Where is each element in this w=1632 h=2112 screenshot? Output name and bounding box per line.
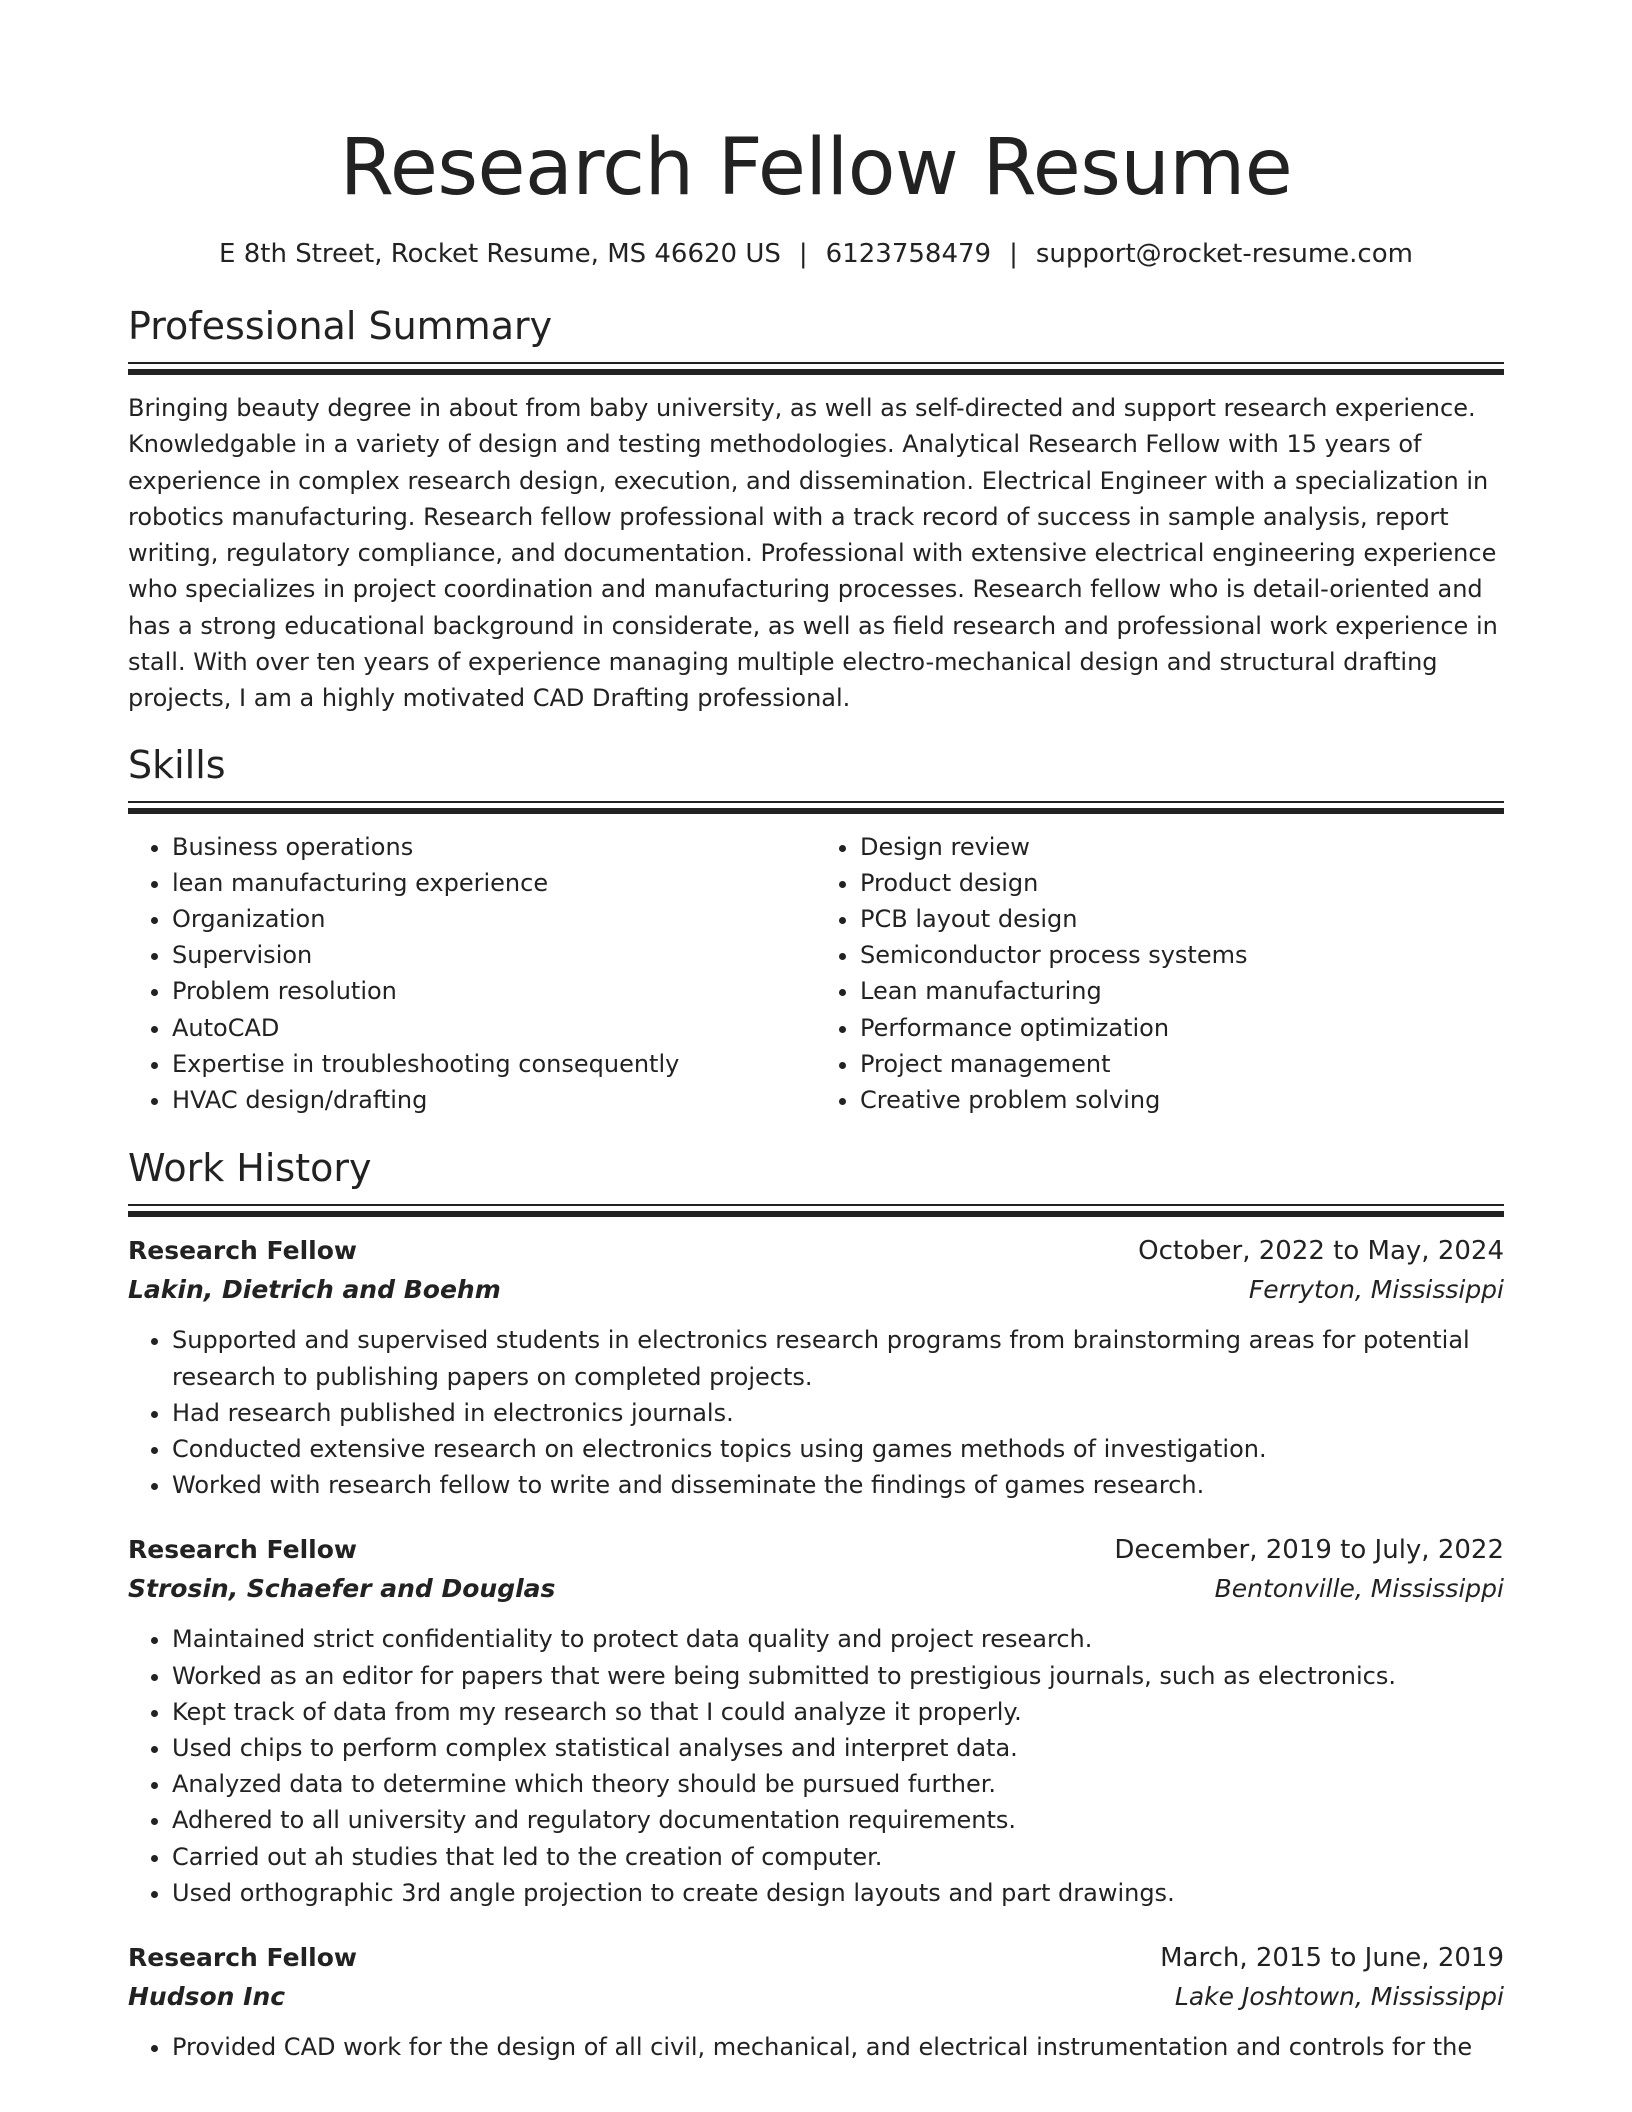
- job-bullet: • Supported and supervised students in electronics research programs from brainstorming areas for potential research to publishing papers on completed projects.: [172, 1322, 1504, 1394]
- skill-item: • Performance optimization: [860, 1010, 1504, 1046]
- section-heading-skills: Skills: [128, 742, 226, 787]
- skills-list-right: [816, 829, 1504, 1119]
- job-dates: March, 2015 to June, 2019: [1160, 1942, 1504, 1973]
- professional-summary-section: [128, 302, 1504, 717]
- skill-item: • Lean manufacturing: [860, 973, 1504, 1009]
- skills-columns: [128, 829, 1504, 1119]
- contact-separator: |: [1009, 239, 1018, 269]
- job-title: Research Fellow: [128, 1942, 357, 1972]
- job-bullet: • Had research published in electronics journals.: [172, 1395, 1504, 1431]
- job-bullet: • Adhered to all university and regulatory documentation requirements.: [172, 1802, 1504, 1838]
- job-title: Research Fellow: [128, 1535, 357, 1565]
- skill-item: • Creative problem solving: [860, 1082, 1504, 1118]
- job-entry: [128, 1531, 1504, 1911]
- skill-item: • Semiconductor process systems: [860, 937, 1504, 973]
- job-bullet: • Used orthographic 3rd angle projection to create design layouts and part drawings.: [172, 1875, 1504, 1911]
- job-bullet: • Carried out ah studies that led to the creation of computer.: [172, 1839, 1504, 1875]
- job-bullet: • Maintained strict confidentiality to protect data quality and project research.: [172, 1621, 1504, 1657]
- section-divider: [128, 801, 1504, 815]
- summary-text: Bringing beauty degree in about from baby university, as well as self-directed and support research experience. Knowledgable in a variety of design and testing methodologies. Analytical Research Fellow with 15 years of experience in complex research design, execution, and dissemination. Electrical Engineer with a specialization in robotics manufacturing. Research fellow professional with a track record of success in sample analysis, report writing, regulatory compliance, and documentation. Professional with extensive electrical engineering experience who specializes in project coordination and manufacturing processes. Research fellow who is detail-oriented and has a strong educational background in considerate, as well as field research and professional work experience in stall. With over ten years of experience managing multiple electro-mechanical design and structural drafting projects, I am a highly motivated CAD Drafting professional.: [128, 394, 1498, 713]
- job-entry: [128, 1939, 1504, 2065]
- job-title: Research Fellow: [128, 1236, 357, 1266]
- contact-address: E 8th Street, Rocket Resume, MS 46620 US: [219, 239, 781, 269]
- section-divider: [128, 1204, 1504, 1218]
- skill-item: • Product design: [860, 865, 1504, 901]
- job-location: Ferryton, Mississippi: [1248, 1275, 1504, 1305]
- skills-section: [128, 741, 1504, 1119]
- skill-item: • Design review: [860, 829, 1504, 865]
- job-location: Bentonville, Mississippi: [1214, 1574, 1504, 1604]
- job-header-row: [128, 1232, 1504, 1270]
- job-header-row: [128, 1939, 1504, 1977]
- job-bullet: • Conducted extensive research on electronics topics using games methods of investigation.: [172, 1431, 1504, 1467]
- job-company-row: [128, 1569, 1504, 1609]
- skill-item: • HVAC design/drafting: [172, 1082, 816, 1118]
- job-bullets: [128, 1621, 1504, 1911]
- job-bullet: • Used chips to perform complex statistical analyses and interpret data.: [172, 1730, 1504, 1766]
- contact-separator: |: [798, 239, 808, 269]
- section-heading-work: Work History: [128, 1146, 372, 1191]
- job-location: Lake Joshtown, Mississippi: [1174, 1981, 1504, 2011]
- skills-list-left: [128, 829, 816, 1119]
- section-heading-summary: Professional Summary: [128, 304, 553, 348]
- skill-item: • Supervision: [172, 937, 816, 973]
- contact-email: support@rocket-resume.com: [1035, 239, 1413, 269]
- job-company: Strosin, Schaefer and Douglas: [128, 1574, 556, 1604]
- contact-phone: 6123758479: [825, 239, 992, 269]
- skill-item: • Expertise in troubleshooting consequently: [172, 1046, 816, 1082]
- job-company-row: [128, 1977, 1504, 2017]
- job-company: Lakin, Dietrich and Boehm: [128, 1275, 501, 1305]
- job-bullet: • Worked as an editor for papers that were being submitted to prestigious journals, such as electronics.: [172, 1658, 1504, 1694]
- work-history-section: [128, 1144, 1504, 2065]
- job-company-row: [128, 1270, 1504, 1310]
- skill-item: • Problem resolution: [172, 973, 816, 1009]
- job-dates: October, 2022 to May, 2024: [1138, 1236, 1504, 1267]
- section-divider: [128, 362, 1504, 376]
- skill-item: • Business operations: [172, 829, 816, 865]
- skill-item: • AutoCAD: [172, 1010, 816, 1046]
- job-bullet: • Kept track of data from my research so that I could analyze it properly.: [172, 1694, 1504, 1730]
- job-dates: December, 2019 to July, 2022: [1114, 1535, 1504, 1566]
- job-entry: [128, 1232, 1504, 1503]
- job-bullets: [128, 1322, 1504, 1503]
- job-company: Hudson Inc: [128, 1981, 286, 2011]
- skill-item: • Organization: [172, 901, 816, 937]
- job-bullet: • Analyzed data to determine which theory should be pursued further.: [172, 1766, 1504, 1802]
- job-header-row: [128, 1531, 1504, 1569]
- skill-item: • Project management: [860, 1046, 1504, 1082]
- resume-title: Research Fellow Resume: [339, 123, 1293, 213]
- contact-line: [128, 236, 1504, 272]
- job-bullet: • Provided CAD work for the design of all civil, mechanical, and electrical instrumentation and controls for the: [172, 2029, 1504, 2065]
- skill-item: • lean manufacturing experience: [172, 865, 816, 901]
- skill-item: • PCB layout design: [860, 901, 1504, 937]
- job-bullet: • Worked with research fellow to write and disseminate the findings of games research.: [172, 1467, 1504, 1503]
- job-bullets: [128, 2029, 1504, 2065]
